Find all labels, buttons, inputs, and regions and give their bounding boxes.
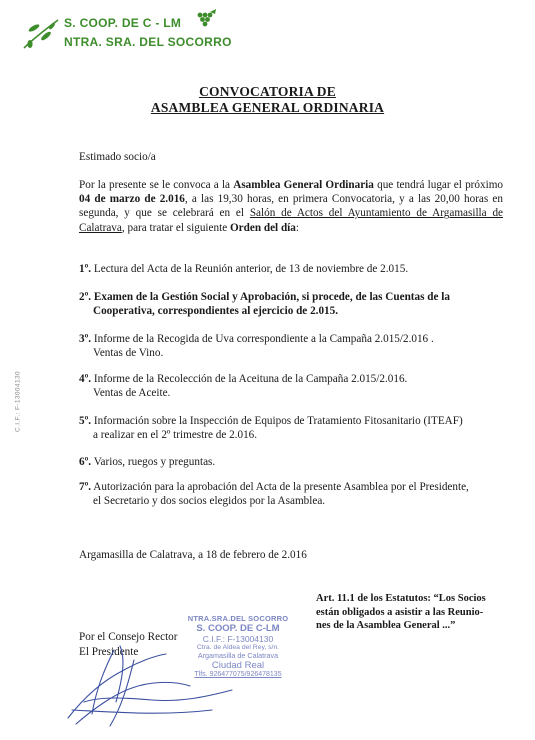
side-cif-text: C.I.F.: F-13004130 xyxy=(14,370,22,433)
header-line-2: NTRA. SRA. DEL SOCORRO xyxy=(64,35,232,49)
agenda-num: 2º. xyxy=(79,291,92,303)
stamp-line-6: Ciudad Real xyxy=(211,660,265,671)
stamp-line-1: NTRA.SRA.DEL SOCORRO xyxy=(187,614,289,623)
agenda-text: Lectura del Acta de la Reunión anterior, de 13 de noviembre de 2.015. xyxy=(93,263,409,275)
intro-bold-agenda: Orden del día xyxy=(229,221,296,234)
agenda-item-5 xyxy=(79,414,489,442)
date-line: Argamasilla de Calatrava, a 18 de febrero de 2.016 xyxy=(79,549,307,561)
agenda-num: 3º. xyxy=(79,333,92,345)
signature-president: El Presidente xyxy=(79,646,139,658)
olive-branch-logo xyxy=(22,14,62,52)
article-line-2: están obligados a asistir a las Reunio- xyxy=(316,606,484,618)
intro-text-3: , a las 19,30 horas, en primera Convocatoria, y a las 20,00 horas en segunda, y que se celebrará en el xyxy=(79,193,503,220)
agenda-text: Varios, ruegos y preguntas. xyxy=(93,456,216,468)
greeting: Estimado socio/a xyxy=(79,151,156,163)
agenda-num: 7º. xyxy=(79,481,92,493)
agenda-item-3 xyxy=(79,332,489,360)
agenda-item-7 xyxy=(79,480,489,508)
agenda-item-6 xyxy=(79,455,489,469)
stamp-line-4: Ctra. de Aldea del Rey, s/n. xyxy=(196,644,280,651)
agenda-num: 6º. xyxy=(79,456,92,468)
header-line-1: S. COOP. DE C - LM xyxy=(64,16,182,30)
stamp-line-5: Argamasilla de Calatrava xyxy=(197,651,279,660)
intro-text-2: que tendrá lugar el próximo xyxy=(373,179,503,191)
title-line-1: CONVOCATORIA DE xyxy=(199,84,336,99)
agenda-item-1 xyxy=(79,262,489,276)
agenda-num: 5º. xyxy=(79,415,92,427)
president-signature xyxy=(62,640,252,730)
stamp-line-7: Tlfs. 926477075/926478135 xyxy=(194,671,282,678)
agenda-item-4 xyxy=(79,372,489,400)
agenda-text-cont: Cooperativa, correspondientes al ejercicio de 2.015. xyxy=(93,305,339,318)
intro-text-4: , para tratar el siguiente xyxy=(121,221,230,234)
agenda-text: Informe de la Recogida de Uva correspondiente a la Campaña 2.015/2.016 . xyxy=(93,333,434,345)
agenda-num: 1º. xyxy=(79,263,92,275)
intro-text-1: Por la presente se le convoca a la xyxy=(79,179,234,191)
intro-paragraph xyxy=(79,178,503,235)
agenda-num: 4º. xyxy=(79,373,92,385)
stamp-line-2: S. COOP. DE C-LM xyxy=(196,623,280,634)
article-line-3: nes de la Asamblea General ...” xyxy=(316,620,456,631)
article-quote xyxy=(316,592,506,633)
stamp-line-3: C.I.F.: F-13004130 xyxy=(202,634,274,644)
signature-council: Por el Consejo Rector xyxy=(79,631,178,643)
agenda-text-cont: Ventas de Aceite. xyxy=(93,387,171,400)
intro-venue: Salón de Actos del Ayuntamiento de Argamasilla de Calatrava xyxy=(79,207,504,234)
intro-bold-date: 04 de marzo de 2.016 xyxy=(79,193,185,206)
agenda-text: Autorización para la aprobación del Acta de la presente Asamblea por el Presidente, xyxy=(93,481,469,493)
intro-bold-assembly: Asamblea General Ordinaria xyxy=(233,179,374,191)
intro-text-5: : xyxy=(295,221,299,234)
agenda-item-2 xyxy=(79,290,489,318)
title-line-2: ASAMBLEA GENERAL ORDINARIA xyxy=(150,100,385,115)
grape-cluster-logo xyxy=(194,9,218,31)
agenda-text-cont: el Secretario y dos socios elegidos por la Asamblea. xyxy=(93,495,326,508)
agenda-text: Examen de la Gestión Social y Aprobación, si procede, de las Cuentas de la xyxy=(93,291,450,303)
agenda-text: Informe de la Recolección de la Aceituna de la Campaña 2.015/2.016. xyxy=(93,373,408,385)
agenda-text-cont: a realizar en el 2º trimestre de 2.016. xyxy=(93,429,258,442)
agenda-text: Información sobre la Inspección de Equipos de Tratamiento Fitosanitario (ITEAF) xyxy=(93,415,463,427)
article-line-1: Art. 11.1 de los Estatutos: “Los Socios xyxy=(316,593,486,604)
agenda-text-cont: Ventas de Vino. xyxy=(93,347,164,360)
